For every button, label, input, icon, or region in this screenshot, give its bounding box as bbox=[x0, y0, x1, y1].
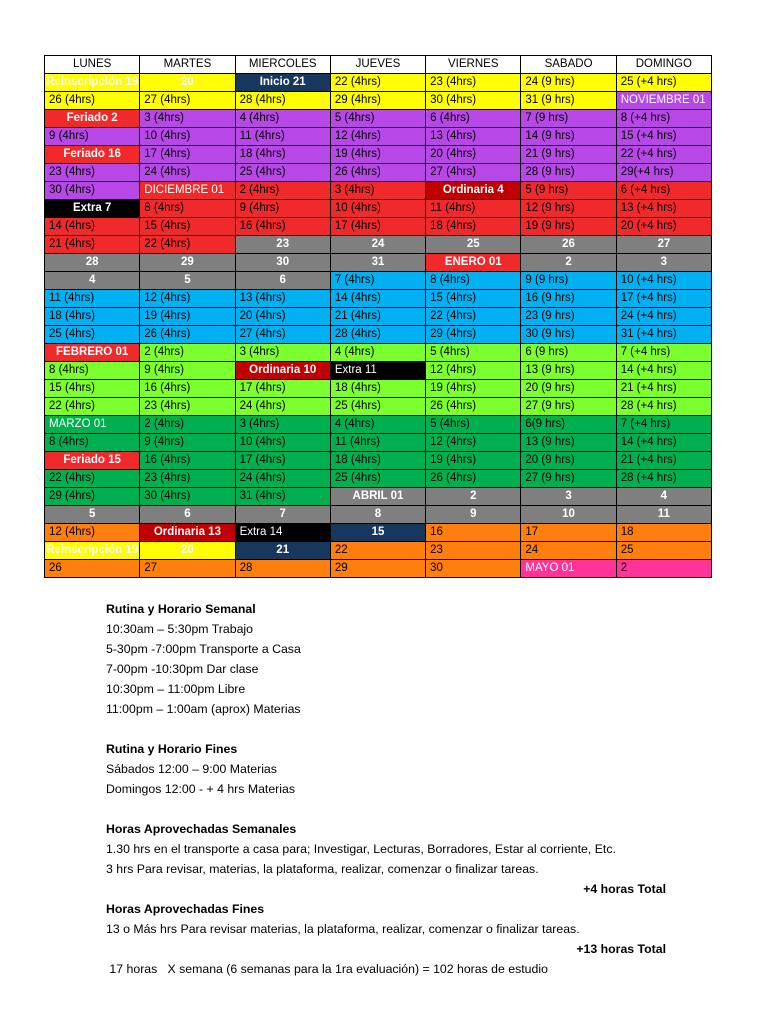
calendar-day-cell: 22 (4hrs) bbox=[45, 398, 140, 416]
calendar-day-cell: 16 (4hrs) bbox=[140, 452, 235, 470]
weekday-header: VIERNES bbox=[426, 56, 521, 74]
calendar-day-cell: 26 (4hrs) bbox=[426, 470, 521, 488]
calendar-day-cell: 6 (9 hrs) bbox=[521, 344, 616, 362]
calendar-day-cell: 14 (4hrs) bbox=[45, 218, 140, 236]
calendar-week-row bbox=[45, 200, 712, 218]
calendar-day-cell: Inicio 21 bbox=[235, 74, 330, 92]
calendar-day-cell: 25 (4hrs) bbox=[235, 164, 330, 182]
calendar-day-cell: 26 bbox=[521, 236, 616, 254]
calendar-day-cell: 17 (4hrs) bbox=[330, 218, 425, 236]
calendar-day-cell: 29 bbox=[140, 254, 235, 272]
calendar-week-row bbox=[45, 146, 712, 164]
calendar-day-cell: 27 (4hrs) bbox=[140, 92, 235, 110]
calendar-day-cell: 17 bbox=[521, 524, 616, 542]
calendar-day-cell: 10 (+4 hrs) bbox=[616, 272, 711, 290]
calendar-day-cell: 4 bbox=[45, 272, 140, 290]
calendar-day-cell: 30 (4hrs) bbox=[140, 488, 235, 506]
calendar-day-cell: 14 (9 hrs) bbox=[521, 128, 616, 146]
calendar-day-cell: DICIEMBRE 01 bbox=[140, 182, 235, 200]
weekly-hours-total: +4 horas Total bbox=[583, 882, 666, 896]
calendar-day-cell: 20 (4hrs) bbox=[235, 308, 330, 326]
calendar-day-cell: Extra 14 bbox=[235, 524, 330, 542]
calendar-day-cell: 11 (4hrs) bbox=[426, 200, 521, 218]
calendar-day-cell: 22 (+4 hrs) bbox=[616, 146, 711, 164]
weekday-header: LUNES bbox=[45, 56, 140, 74]
calendar-day-cell: 21 (4hrs) bbox=[330, 308, 425, 326]
calendar-day-cell: 23 (9 hrs) bbox=[521, 308, 616, 326]
calendar-day-cell: 29 (4hrs) bbox=[426, 326, 521, 344]
calendar-day-cell: 26 bbox=[45, 560, 140, 578]
weekly-routine-item: 10:30am – 5:30pm Trabajo bbox=[106, 622, 253, 636]
calendar-week-row bbox=[45, 434, 712, 452]
calendar-week-row bbox=[45, 308, 712, 326]
calendar-day-cell: 17 (4hrs) bbox=[235, 452, 330, 470]
calendar-day-cell: 28 (9 hrs) bbox=[521, 164, 616, 182]
calendar-day-cell: 18 bbox=[616, 524, 711, 542]
calendar-day-cell: 8 (4hrs) bbox=[45, 362, 140, 380]
weekday-header: MIERCOLES bbox=[235, 56, 330, 74]
calendar-day-cell: 30 (9 hrs) bbox=[521, 326, 616, 344]
calendar-day-cell: MAYO 01 bbox=[521, 560, 616, 578]
calendar-day-cell: 13 (4hrs) bbox=[426, 128, 521, 146]
calendar-day-cell: 20 (+4 hrs) bbox=[616, 218, 711, 236]
calendar-day-cell: Ordinaria 10 bbox=[235, 362, 330, 380]
calendar-day-cell: 24 (4hrs) bbox=[235, 398, 330, 416]
calendar-day-cell: 21 (+4 hrs) bbox=[616, 452, 711, 470]
calendar-day-cell: 25 bbox=[426, 236, 521, 254]
calendar-day-cell: 23 bbox=[235, 236, 330, 254]
weekly-routine-title: Rutina y Horario Semanal bbox=[106, 602, 256, 616]
calendar-week-row bbox=[45, 74, 712, 92]
calendar-day-cell: 27 bbox=[140, 560, 235, 578]
calendar-day-cell: 6(9 hrs) bbox=[521, 416, 616, 434]
calendar-week-row bbox=[45, 182, 712, 200]
weekly-routine-item: 10:30pm – 11:00pm Libre bbox=[106, 682, 246, 696]
calendar-day-cell: 4 (4hrs) bbox=[235, 110, 330, 128]
calendar-day-cell: 12 (4hrs) bbox=[426, 434, 521, 452]
calendar-day-cell: 8 (4hrs) bbox=[140, 200, 235, 218]
weekend-hours-item: 13 o Más hrs Para revisar materias, la plataforma, realizar, comenzar o finalizar tareas. bbox=[106, 922, 580, 936]
calendar-day-cell: 7 bbox=[235, 506, 330, 524]
calendar-day-cell: Extra 7 bbox=[45, 200, 140, 218]
calendar-week-row bbox=[45, 488, 712, 506]
calendar-day-cell: 13 (+4 hrs) bbox=[616, 200, 711, 218]
calendar-week-row bbox=[45, 452, 712, 470]
calendar-day-cell: 3 (4hrs) bbox=[140, 110, 235, 128]
calendar-day-cell: 5 (4hrs) bbox=[330, 110, 425, 128]
calendar-day-cell: 22 (4hrs) bbox=[45, 470, 140, 488]
calendar-day-cell: 12 (4hrs) bbox=[330, 128, 425, 146]
calendar-day-cell: 12 (4hrs) bbox=[140, 290, 235, 308]
calendar-day-cell: 18 (4hrs) bbox=[45, 308, 140, 326]
calendar-day-cell: 3 bbox=[521, 488, 616, 506]
schedule-notes bbox=[106, 599, 666, 979]
calendar-day-cell: 12 (9 hrs) bbox=[521, 200, 616, 218]
calendar-day-cell: 25 (+4 hrs) bbox=[616, 74, 711, 92]
calendar-day-cell: 28 (+4 hrs) bbox=[616, 470, 711, 488]
calendar-day-cell: 26 (4hrs) bbox=[330, 164, 425, 182]
calendar-day-cell: 11 bbox=[616, 506, 711, 524]
calendar-day-cell: 2 (4hrs) bbox=[235, 182, 330, 200]
calendar-day-cell: 3 (4hrs) bbox=[330, 182, 425, 200]
calendar-day-cell: 21 (+4 hrs) bbox=[616, 380, 711, 398]
calendar-day-cell: 12 (4hrs) bbox=[45, 524, 140, 542]
weekend-routine-item: Domingos 12:00 - + 4 hrs Materias bbox=[106, 782, 295, 796]
calendar-week-row bbox=[45, 398, 712, 416]
calendar-day-cell: 10 bbox=[521, 506, 616, 524]
calendar-day-cell: 22 (4hrs) bbox=[426, 308, 521, 326]
calendar-day-cell: 3 (4hrs) bbox=[235, 344, 330, 362]
calendar-day-cell: 8 bbox=[330, 506, 425, 524]
calendar-day-cell: 19 (9 hrs) bbox=[521, 218, 616, 236]
calendar-day-cell: 6 bbox=[140, 506, 235, 524]
calendar-day-cell: 23 (4hrs) bbox=[140, 470, 235, 488]
calendar-day-cell: Reinscripción 19 bbox=[45, 542, 140, 560]
calendar-table bbox=[44, 55, 712, 578]
calendar-day-cell: ABRIL 01 bbox=[330, 488, 425, 506]
calendar-week-row bbox=[45, 92, 712, 110]
calendar-day-cell: 24 bbox=[521, 542, 616, 560]
weekly-hours-item: 3 hrs Para revisar, materias, la plataforma, realizar, comenzar o finalizar tareas. bbox=[106, 862, 539, 876]
calendar-day-cell: 13 (9 hrs) bbox=[521, 362, 616, 380]
calendar-day-cell: 22 (4hrs) bbox=[330, 74, 425, 92]
calendar-day-cell: 11 (4hrs) bbox=[330, 434, 425, 452]
calendar-week-row bbox=[45, 380, 712, 398]
calendar-day-cell: 30 bbox=[426, 560, 521, 578]
calendar-day-cell: 3 (4hrs) bbox=[235, 416, 330, 434]
calendar-day-cell: 23 bbox=[426, 542, 521, 560]
calendar-day-cell: 4 (4hrs) bbox=[330, 416, 425, 434]
weekend-routine-item: Sábados 12:00 – 9:00 Materias bbox=[106, 762, 277, 776]
calendar-week-row bbox=[45, 272, 712, 290]
calendar-day-cell: 15 (+4 hrs) bbox=[616, 128, 711, 146]
calendar-day-cell: 20 bbox=[140, 542, 235, 560]
calendar-day-cell: 22 bbox=[330, 542, 425, 560]
weekday-header: JUEVES bbox=[330, 56, 425, 74]
calendar-day-cell: 16 (4hrs) bbox=[235, 218, 330, 236]
calendar-week-row bbox=[45, 110, 712, 128]
calendar-body bbox=[45, 74, 712, 578]
calendar-day-cell: 28 (4hrs) bbox=[330, 326, 425, 344]
calendar-day-cell: 16 (9 hrs) bbox=[521, 290, 616, 308]
calendar-day-cell: Feriado 15 bbox=[45, 452, 140, 470]
calendar-day-cell: 26 (4hrs) bbox=[45, 92, 140, 110]
calendar-day-cell: 2 bbox=[616, 560, 711, 578]
calendar-day-cell: 21 (4hrs) bbox=[45, 236, 140, 254]
calendar-day-cell: 10 (4hrs) bbox=[235, 434, 330, 452]
weekend-hours-total: +13 horas Total bbox=[576, 942, 666, 956]
weekday-header: MARTES bbox=[140, 56, 235, 74]
calendar-day-cell: Ordinaria 13 bbox=[140, 524, 235, 542]
calendar-day-cell: 16 (4hrs) bbox=[140, 380, 235, 398]
calendar-day-cell: 10 (4hrs) bbox=[330, 200, 425, 218]
calendar-week-row bbox=[45, 416, 712, 434]
calendar-day-cell: 16 bbox=[426, 524, 521, 542]
calendar-day-cell: 5 (4hrs) bbox=[426, 344, 521, 362]
calendar-day-cell: 20 (4hrs) bbox=[426, 146, 521, 164]
calendar-day-cell: 24 (4hrs) bbox=[235, 470, 330, 488]
calendar-day-cell: 19 (4hrs) bbox=[426, 452, 521, 470]
calendar-week-row bbox=[45, 164, 712, 182]
calendar-day-cell: 10 (4hrs) bbox=[140, 128, 235, 146]
calendar-day-cell: 15 (4hrs) bbox=[426, 290, 521, 308]
calendar-day-cell: 25 bbox=[616, 542, 711, 560]
calendar-day-cell: Feriado 2 bbox=[45, 110, 140, 128]
weekend-routine-title: Rutina y Horario Fines bbox=[106, 742, 238, 756]
calendar-day-cell: 6 (+4 hrs) bbox=[616, 182, 711, 200]
weekly-routine-item: 7-00pm -10:30pm Dar clase bbox=[106, 662, 259, 676]
calendar-day-cell: 23 (4hrs) bbox=[140, 398, 235, 416]
calendar-day-cell: 2 (4hrs) bbox=[140, 344, 235, 362]
calendar-day-cell: 29(+4 hrs) bbox=[616, 164, 711, 182]
calendar-day-cell: 6 bbox=[235, 272, 330, 290]
calendar-week-row bbox=[45, 236, 712, 254]
calendar-week-row bbox=[45, 470, 712, 488]
calendar-day-cell: FEBRERO 01 bbox=[45, 344, 140, 362]
calendar-day-cell: 4 bbox=[616, 488, 711, 506]
calendar-day-cell: 6 (4hrs) bbox=[426, 110, 521, 128]
study-hours-summary: 17 horas X semana (6 semanas para la 1ra evaluación) = 102 horas de estudio bbox=[106, 962, 548, 976]
calendar-day-cell: 21 (9 hrs) bbox=[521, 146, 616, 164]
calendar-day-cell: 27 (9 hrs) bbox=[521, 398, 616, 416]
calendar-day-cell: 27 (4hrs) bbox=[235, 326, 330, 344]
calendar-day-cell: 24 (+4 hrs) bbox=[616, 308, 711, 326]
calendar-day-cell: ENERO 01 bbox=[426, 254, 521, 272]
calendar-day-cell: 14 (+4 hrs) bbox=[616, 362, 711, 380]
calendar-day-cell: 30 (4hrs) bbox=[45, 182, 140, 200]
calendar-day-cell: 27 bbox=[616, 236, 711, 254]
calendar-day-cell: 7 (9 hrs) bbox=[521, 110, 616, 128]
calendar-day-cell: 18 (4hrs) bbox=[330, 452, 425, 470]
calendar-day-cell: 24 bbox=[330, 236, 425, 254]
calendar-day-cell: 18 (4hrs) bbox=[426, 218, 521, 236]
calendar-day-cell: 5 (4hrs) bbox=[426, 416, 521, 434]
calendar-day-cell: 31 (9 hrs) bbox=[521, 92, 616, 110]
calendar-day-cell: 30 bbox=[235, 254, 330, 272]
calendar-day-cell: 31 (4hrs) bbox=[235, 488, 330, 506]
calendar-day-cell: 15 bbox=[330, 524, 425, 542]
calendar-day-cell: 3 bbox=[616, 254, 711, 272]
calendar-day-cell: 18 (4hrs) bbox=[330, 380, 425, 398]
calendar-day-cell: 11 (4hrs) bbox=[235, 128, 330, 146]
calendar-day-cell: 19 (4hrs) bbox=[140, 308, 235, 326]
calendar-day-cell: 24 (9 hrs) bbox=[521, 74, 616, 92]
calendar-week-row bbox=[45, 542, 712, 560]
weekday-header: DOMINGO bbox=[616, 56, 711, 74]
calendar-day-cell: 5 bbox=[45, 506, 140, 524]
calendar-day-cell: 17 (+4 hrs) bbox=[616, 290, 711, 308]
calendar-day-cell: 20 bbox=[140, 74, 235, 92]
calendar-day-cell: 25 (4hrs) bbox=[330, 398, 425, 416]
calendar-week-row bbox=[45, 524, 712, 542]
calendar-day-cell: 8 (4hrs) bbox=[45, 434, 140, 452]
calendar-day-cell: 24 (4hrs) bbox=[140, 164, 235, 182]
calendar-day-cell: 26 (4hrs) bbox=[426, 398, 521, 416]
calendar-day-cell: 28 (+4 hrs) bbox=[616, 398, 711, 416]
calendar-day-cell: 15 (4hrs) bbox=[45, 380, 140, 398]
calendar-day-cell: 9 (4hrs) bbox=[45, 128, 140, 146]
weekly-routine-item: 5-30pm -7:00pm Transporte a Casa bbox=[106, 642, 301, 656]
calendar-day-cell: 20 (9 hrs) bbox=[521, 452, 616, 470]
calendar-day-cell: 27 (9 hrs) bbox=[521, 470, 616, 488]
calendar-day-cell: 30 (4hrs) bbox=[426, 92, 521, 110]
calendar-week-row bbox=[45, 290, 712, 308]
calendar-day-cell: 9 (4hrs) bbox=[140, 362, 235, 380]
calendar-week-row bbox=[45, 362, 712, 380]
calendar-day-cell: 7 (+4 hrs) bbox=[616, 344, 711, 362]
calendar-day-cell: Ordinaria 4 bbox=[426, 182, 521, 200]
calendar-day-cell: 5 (9 hrs) bbox=[521, 182, 616, 200]
calendar-week-row bbox=[45, 128, 712, 146]
calendar-day-cell: NOVIEMBRE 01 bbox=[616, 92, 711, 110]
calendar-day-cell: 12 (4hrs) bbox=[426, 362, 521, 380]
calendar-day-cell: 31 (+4 hrs) bbox=[616, 326, 711, 344]
calendar-day-cell: 29 bbox=[330, 560, 425, 578]
calendar-day-cell: 11 (4hrs) bbox=[45, 290, 140, 308]
calendar-day-cell: 4 (4hrs) bbox=[330, 344, 425, 362]
calendar-day-cell: 17 (4hrs) bbox=[140, 146, 235, 164]
calendar-day-cell: 9 bbox=[426, 506, 521, 524]
calendar-week-row bbox=[45, 344, 712, 362]
calendar-day-cell: 29 (4hrs) bbox=[45, 488, 140, 506]
calendar-header-row bbox=[45, 56, 712, 74]
calendar-day-cell: Reinscripción 19 bbox=[45, 74, 140, 92]
calendar-day-cell: 13 (4hrs) bbox=[235, 290, 330, 308]
calendar-week-row bbox=[45, 218, 712, 236]
weekly-hours-item: 1.30 hrs en el transporte a casa para; Investigar, Lecturas, Borradores, Estar al corriente, Etc. bbox=[106, 842, 616, 856]
calendar-day-cell: 28 (4hrs) bbox=[235, 92, 330, 110]
calendar-day-cell: 13 (9 hrs) bbox=[521, 434, 616, 452]
calendar-day-cell: 28 bbox=[235, 560, 330, 578]
calendar-day-cell: Extra 11 bbox=[330, 362, 425, 380]
calendar-day-cell: 9 (4hrs) bbox=[140, 434, 235, 452]
calendar-day-cell: 7 (4hrs) bbox=[330, 272, 425, 290]
calendar-day-cell: 25 (4hrs) bbox=[45, 326, 140, 344]
calendar-day-cell: 2 bbox=[521, 254, 616, 272]
calendar-day-cell: 31 bbox=[330, 254, 425, 272]
calendar-week-row bbox=[45, 560, 712, 578]
calendar-day-cell: 14 (4hrs) bbox=[330, 290, 425, 308]
calendar-day-cell: MARZO 01 bbox=[45, 416, 140, 434]
calendar-day-cell: 19 (4hrs) bbox=[330, 146, 425, 164]
calendar-day-cell: 7 (+4 hrs) bbox=[616, 416, 711, 434]
weekly-routine-item: 11:00pm – 1:00am (aprox) Materias bbox=[106, 702, 301, 716]
calendar-week-row bbox=[45, 326, 712, 344]
calendar-day-cell: 18 (4hrs) bbox=[235, 146, 330, 164]
calendar-day-cell: 9 (4hrs) bbox=[235, 200, 330, 218]
calendar-day-cell: 9 (9 hrs) bbox=[521, 272, 616, 290]
calendar-day-cell: 2 bbox=[426, 488, 521, 506]
calendar-day-cell: 8 (+4 hrs) bbox=[616, 110, 711, 128]
calendar-day-cell: Feriado 16 bbox=[45, 146, 140, 164]
weekend-hours-title: Horas Aprovechadas Fines bbox=[106, 902, 265, 916]
calendar-day-cell: 5 bbox=[140, 272, 235, 290]
calendar-day-cell: 22 (4hrs) bbox=[140, 236, 235, 254]
calendar-day-cell: 28 bbox=[45, 254, 140, 272]
calendar-day-cell: 21 bbox=[235, 542, 330, 560]
calendar-day-cell: 23 (4hrs) bbox=[426, 74, 521, 92]
calendar-week-row bbox=[45, 506, 712, 524]
weekly-hours-title: Horas Aprovechadas Semanales bbox=[106, 822, 297, 836]
calendar-day-cell: 23 (4hrs) bbox=[45, 164, 140, 182]
calendar-day-cell: 20 (9 hrs) bbox=[521, 380, 616, 398]
calendar-day-cell: 26 (4hrs) bbox=[140, 326, 235, 344]
calendar-day-cell: 25 (4hrs) bbox=[330, 470, 425, 488]
calendar-day-cell: 15 (4hrs) bbox=[140, 218, 235, 236]
weekday-header: SABADO bbox=[521, 56, 616, 74]
calendar-day-cell: 29 (4hrs) bbox=[330, 92, 425, 110]
calendar-day-cell: 2 (4hrs) bbox=[140, 416, 235, 434]
calendar-day-cell: 19 (4hrs) bbox=[426, 380, 521, 398]
calendar-day-cell: 8 (4hrs) bbox=[426, 272, 521, 290]
calendar-day-cell: 14 (+4 hrs) bbox=[616, 434, 711, 452]
calendar-week-row bbox=[45, 254, 712, 272]
calendar-day-cell: 27 (4hrs) bbox=[426, 164, 521, 182]
calendar-day-cell: 17 (4hrs) bbox=[235, 380, 330, 398]
